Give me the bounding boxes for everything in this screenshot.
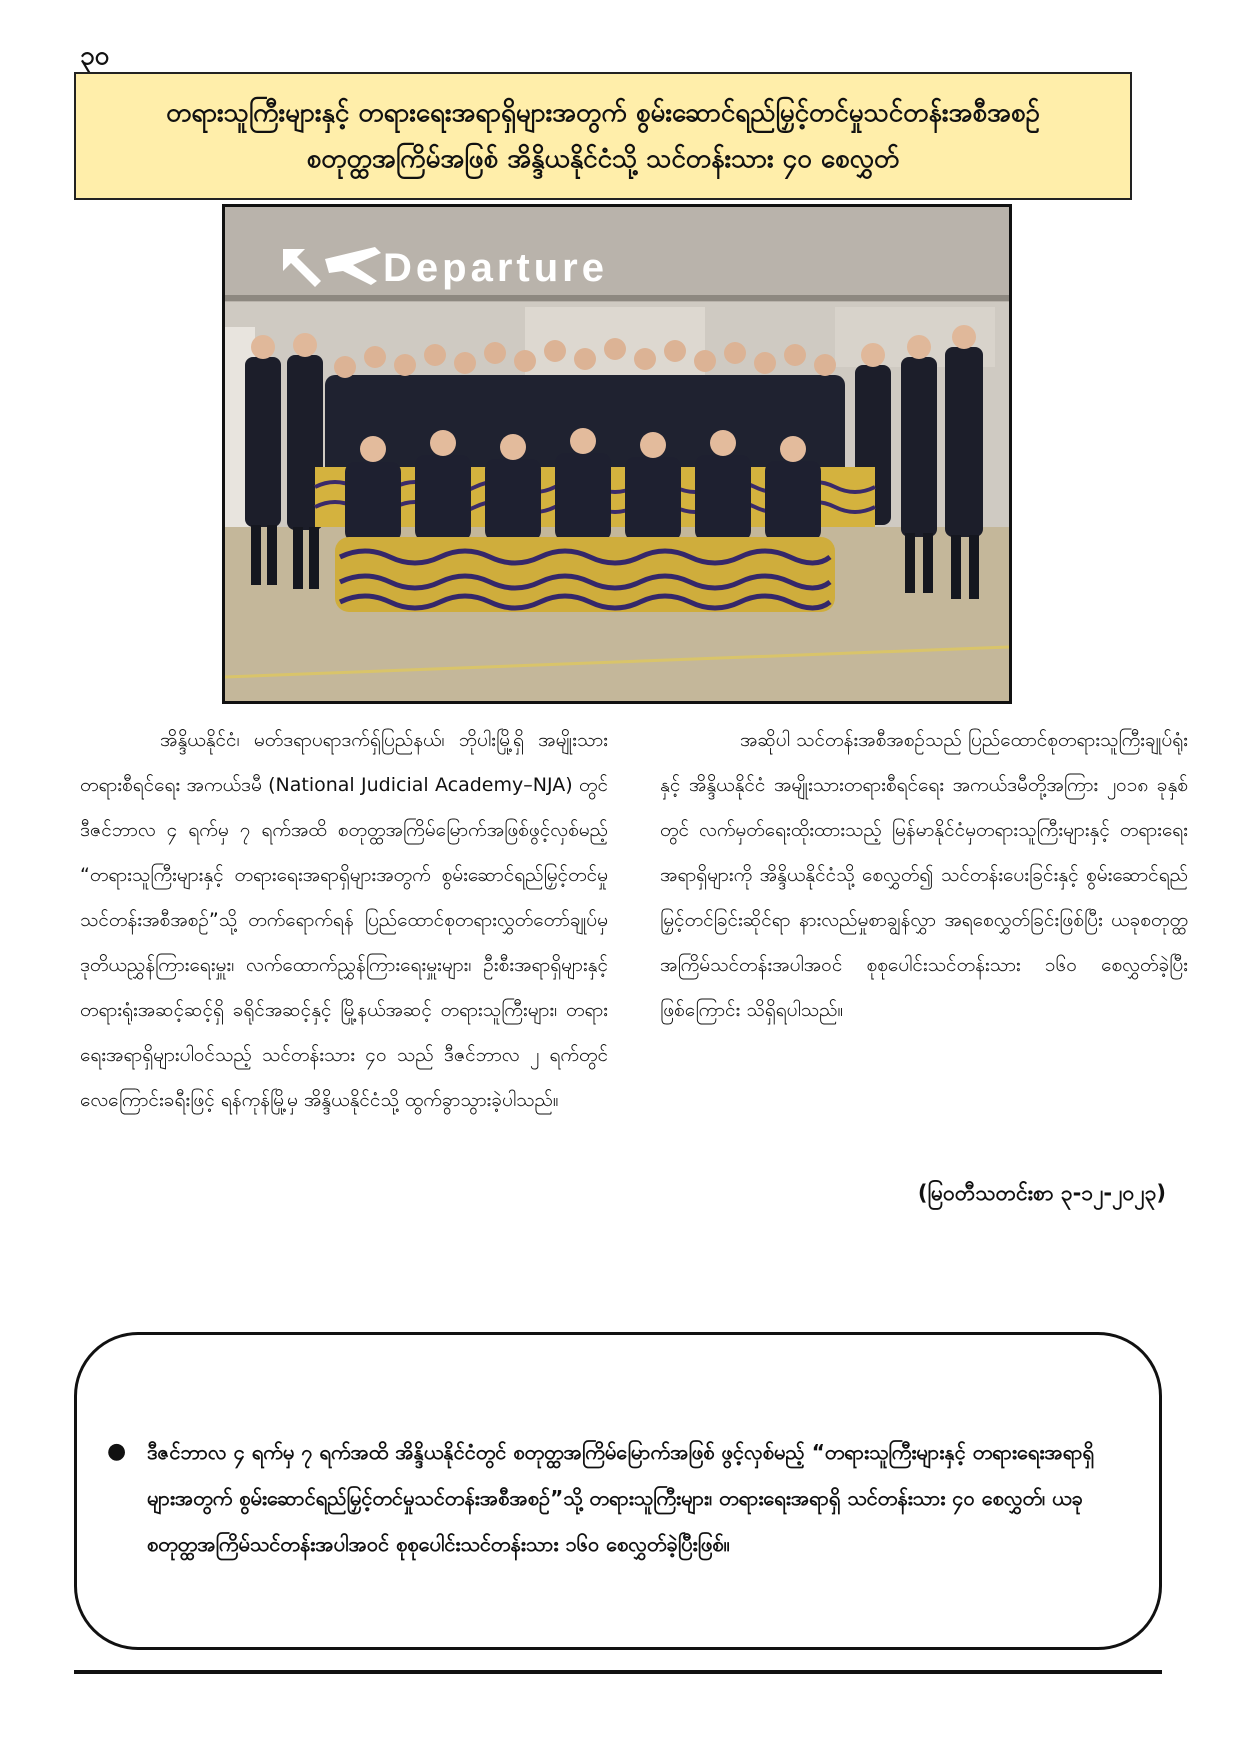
headline-line-1: တရားသူကြီးများနှင့် တရားရေးအရာရှိများအတွက် စွမ်းဆောင်ရည်မြှင့်တင်မှုသင်တန်းအစီအစဉ် <box>166 98 1040 128</box>
summary-text: ဒီဇင်ဘာလ ၄ ရက်မှ ၇ ရက်အထိ အိန္ဒိယနိုင်ငံတွင် စတုတ္ထအကြိမ်မြောက်အဖြစ် ဖွင့်လှစ်မည့် “တရားသူကြီးများနှင့် တရားရေးအရာရှိများအတွက် စွမ်းဆောင်ရည်မြှင့်တင်မှုသင်တန်းအစီအစဉ်”သို့ တရားသူကြီးများ၊ တရားရေးအရာရှိ သင်တန်းသား ၄၀ စေလွှတ်၊ ယခုစတုတ္ထအကြိမ်သင်တန်းအပါအဝင် စုစုပေါင်းသင်တန်းသား ၁၆၀ စေလွှတ်ခဲ့ပြီးဖြစ်။ <box>147 1440 1094 1556</box>
source-citation: (မြဝတီသတင်းစာ ၃-၁၂-၂၀၂၃) <box>917 1181 1166 1205</box>
summary-bullet-item <box>107 1429 1117 1567</box>
headline-line-2: စတုတ္ထအကြိမ်အဖြစ် အိန္ဒိယနိုင်ငံသို့ သင်တန်းသား ၄၀ စေလွှတ် <box>306 144 900 174</box>
article-column-right <box>660 718 1188 1033</box>
article-paragraph-right: အဆိုပါ သင်တန်းအစီအစဉ်သည် ပြည်ထောင်စုတရားသူကြီးချုပ်ရုံးနှင့် အိန္ဒိယနိုင်ငံ အမျိုးသားတရားစီရင်ရေး အကယ်ဒမီတို့အကြား ၂၀၁၈ ခုနှစ်တွင် လက်မှတ်ရေးထိုးထားသည့် မြန်မာနိုင်ငံမှတရားသူကြီးများနှင့် တရားရေးအရာရှိများကို အိန္ဒိယနိုင်ငံသို့ စေလွှတ်၍ သင်တန်းပေးခြင်းနှင့် စွမ်းဆောင်ရည်မြှင့်တင်ခြင်းဆိုင်ရာ နားလည်မှုစာချွန်လွှာ အရစေလွှတ်ခြင်းဖြစ်ပြီး ယခုစတုတ္ထအကြိမ်သင်တန်းအပါအဝင် စုစုပေါင်းသင်တန်းသား ၁၆၀ စေလွှတ်ခဲ့ပြီးဖြစ်ကြောင်း သိရှိရပါသည်။ <box>660 729 1188 1021</box>
article-paragraph-left: အိန္ဒိယနိုင်ငံ၊ မတ်ဒရာပရာဒက်ရှ်ပြည်နယ်၊ ဘိုပါးမြို့ရှိ အမျိုးသားတရားစီရင်ရေး အကယ်ဒမီ (National Judicial Academy–NJA) တွင် ဒီဇင်ဘာလ ၄ ရက်မှ ၇ ရက်အထိ စတုတ္ထအကြိမ်မြောက်အဖြစ်ဖွင့်လှစ်မည့် “တရားသူကြီးများနှင့် တရားရေးအရာရှိများအတွက် စွမ်းဆောင်ရည်မြှင့်တင်မှု သင်တန်းအစီအစဉ်”သို့ တက်ရောက်ရန် ပြည်ထောင်စုတရားလွှတ်တော်ချုပ်မှ ဒုတိယညွှန်ကြားရေးမှူး၊ လက်ထောက်ညွှန်ကြားရေးမှူးများ၊ ဦးစီးအရာရှိများနှင့် တရားရုံးအဆင့်ဆင့်ရှိ ခရိုင်အဆင့်နှင့် မြို့နယ်အဆင့် တရားသူကြီးများ၊ တရားရေးအရာရှိများပါဝင်သည့် သင်တန်းသား ၄၀ သည် ဒီဇင်ဘာလ ၂ ရက်တွင် လေကြောင်းခရီးဖြင့် ရန်ကုန်မြို့မှ အိန္ဒိယနိုင်ငံသို့ ထွက်ခွာသွားခဲ့ပါသည်။ <box>80 729 608 1111</box>
ceiling <box>225 207 1009 302</box>
group-photo-illustration <box>225 207 1009 701</box>
departure-sign: Departure <box>383 246 608 290</box>
page-number: ၃၀ <box>80 41 110 71</box>
headline-box <box>74 72 1132 200</box>
article-body <box>80 718 1188 1308</box>
group-photo <box>222 204 1012 704</box>
summary-box <box>74 1332 1162 1650</box>
ceiling-edge <box>225 295 1009 301</box>
bottom-divider <box>74 1670 1162 1674</box>
article-column-left <box>80 718 608 1123</box>
bullet-icon: ● <box>107 1439 127 1464</box>
